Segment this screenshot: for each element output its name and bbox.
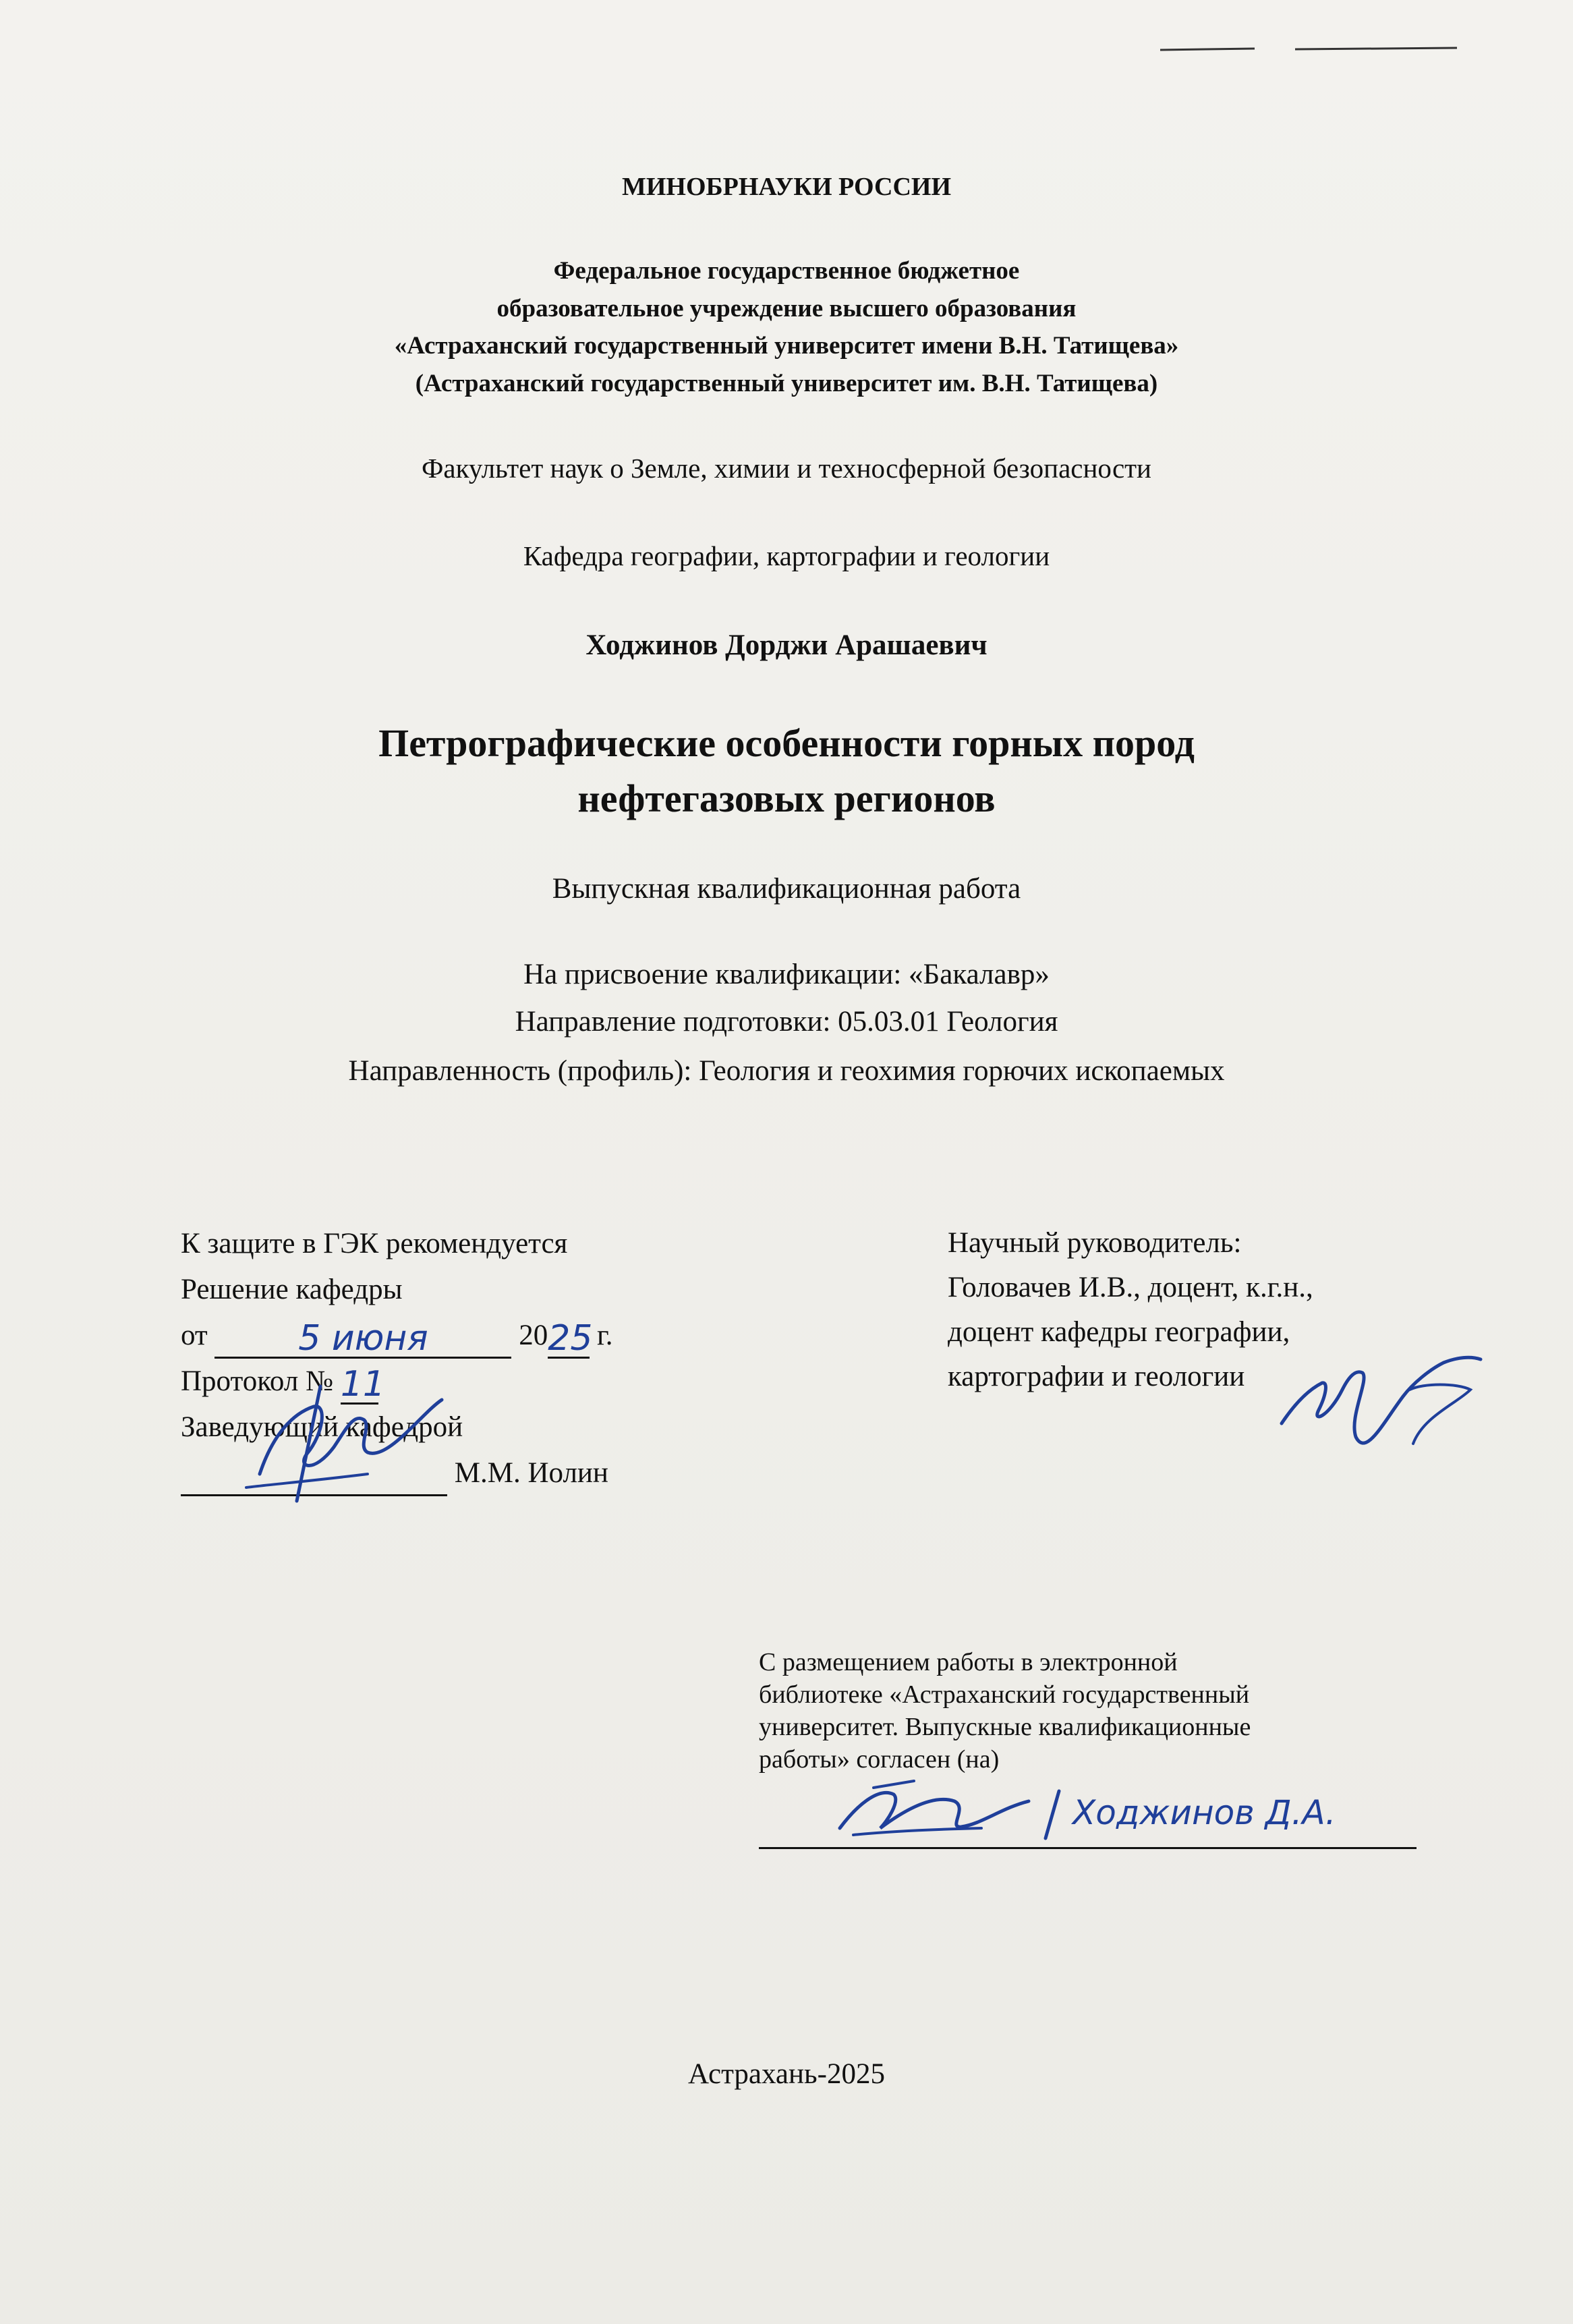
defense-recommended-label: К защите в ГЭК рекомендуется — [181, 1228, 568, 1259]
consent-line-3: университет. Выпускные квалификационные — [759, 1713, 1251, 1741]
slash-separator — [1039, 1788, 1066, 1842]
institution-line-1: Федеральное государственное бюджетное — [553, 257, 1020, 285]
defense-decision-label: Решение кафедры — [181, 1274, 403, 1305]
ministry-heading: МИНОБРНАУКИ РОССИИ — [621, 173, 952, 201]
head-of-department-label: Заведующий кафедрой — [181, 1411, 463, 1443]
thesis-title-line-2: нефтегазовых регионов — [577, 776, 996, 820]
consent-line-4: работы» согласен (на) — [759, 1745, 1000, 1774]
head-name: М.М. Иолин — [454, 1457, 608, 1489]
head-signature — [233, 1373, 455, 1508]
city-and-year: Астрахань-2025 — [688, 2058, 885, 2090]
handwritten-protocol-number: 11 — [340, 1364, 386, 1405]
supervisor-block — [948, 1221, 1313, 1399]
faculty-name: Факультет наук о Земле, химии и техносферной безопасности — [422, 453, 1151, 484]
consent-block — [759, 1646, 1251, 1776]
author-name: Ходжинов Дорджи Арашаевич — [585, 629, 988, 661]
institution-line-3: «Астраханский государственный университет имени В.Н. Татищева» — [394, 332, 1179, 360]
supervisor-label: Научный руководитель: — [948, 1227, 1242, 1259]
institution-line-2: образовательное учреждение высшего образования — [496, 295, 1077, 322]
institution-line-4: (Астраханский государственный университет им. В.Н. Татищева) — [415, 370, 1158, 397]
handwritten-author-name: Ходжинов Д.А. — [1072, 1793, 1336, 1832]
supervisor-position-2: картографии и геологии — [948, 1361, 1245, 1392]
protocol-label: Протокол № — [181, 1365, 334, 1397]
department-name: Кафедра географии, картографии и геологии — [523, 540, 1050, 571]
date-prefix: от — [181, 1320, 208, 1351]
year-prefix: 20 — [519, 1320, 548, 1351]
handwritten-date: 5 июня — [298, 1318, 428, 1359]
author-signature — [833, 1767, 1042, 1848]
qualification-direction: Направление подготовки: 05.03.01 Геология — [515, 1006, 1058, 1038]
thesis-title-line-1: Петрографические особенности горных пород — [378, 721, 1195, 765]
consent-line-2: библиотеке «Астраханский государственный — [759, 1680, 1250, 1709]
defense-date-line — [181, 1313, 613, 1359]
handwritten-year: 25 — [548, 1318, 593, 1359]
supervisor-position-1: доцент кафедры географии, — [948, 1316, 1290, 1348]
top-edge-mark — [1160, 42, 1457, 55]
qualification-profile: Направленность (профиль): Геология и геохимия горючих ископаемых — [348, 1055, 1225, 1087]
date-field — [214, 1320, 511, 1359]
year-field — [548, 1318, 593, 1359]
work-type: Выпускная квалификационная работа — [552, 873, 1021, 905]
consent-line-1: С размещением работы в электронной — [759, 1648, 1178, 1676]
year-suffix: г. — [596, 1320, 613, 1351]
supervisor-signature — [1268, 1342, 1491, 1477]
qualification-degree: На присвоение квалификации: «Бакалавр» — [523, 959, 1050, 990]
supervisor-name: Головачев И.В., доцент, к.г.н., — [948, 1272, 1313, 1303]
